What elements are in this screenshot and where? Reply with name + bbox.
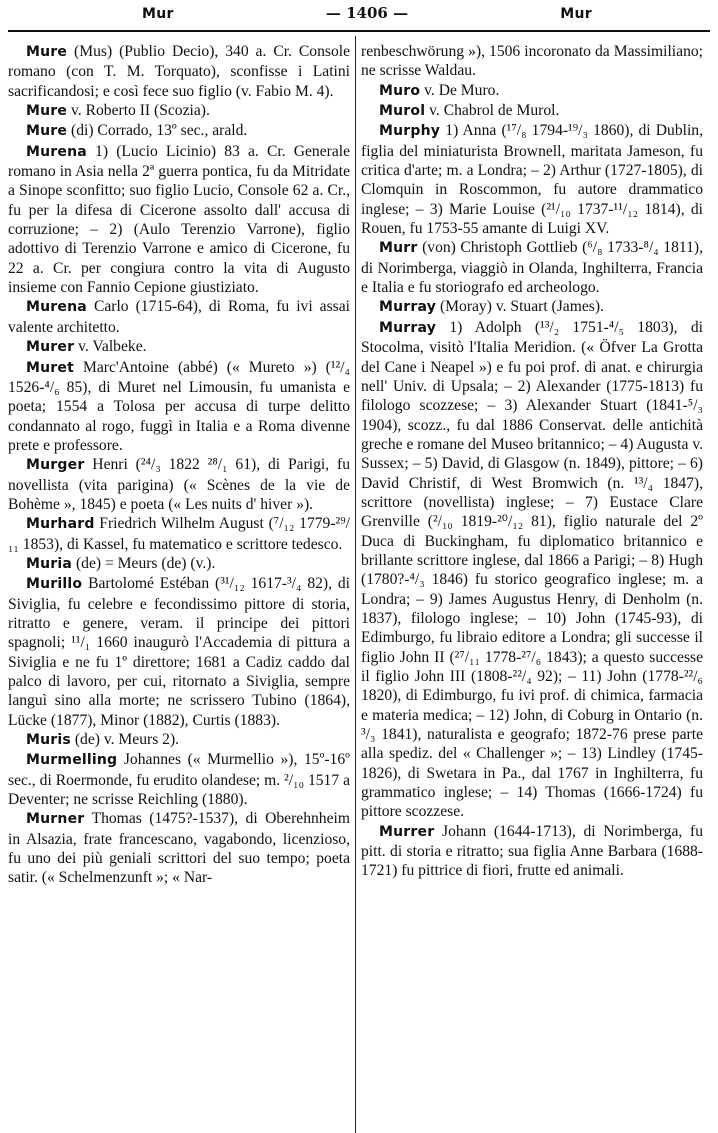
entry-headword: Murger (26, 457, 85, 474)
dictionary-entry (361, 42, 703, 81)
entry-headword: Mure (26, 123, 68, 140)
entry-headword: Murr (379, 240, 418, 257)
entry-headword: Murhard (26, 516, 95, 533)
right-column (356, 42, 703, 1133)
entry-text: (Moray) v. Stuart (James). (436, 298, 604, 316)
dictionary-entry (8, 297, 350, 337)
entry-headword: Muris (26, 732, 71, 749)
entry-headword: Murray (379, 319, 437, 336)
entry-headword: Muria (26, 555, 73, 572)
entry-headword: Mure (26, 44, 68, 60)
entry-text: (von) Christoph Gottlieb (⁶/₈ 1733-⁸/₄ 1811), di Norimberga, viaggiò in Olanda, Inghilterra, Francia e Italia e fu storiografo ed archeologo. (361, 239, 703, 297)
entry-headword: Murena (26, 299, 87, 316)
entry-text: (di) Corrado, 13º sec., arald. (67, 122, 248, 140)
dictionary-entry (8, 337, 350, 357)
entry-headword: Muret (26, 359, 74, 376)
entry-headword: Murphy (379, 123, 441, 140)
dictionary-entry (361, 81, 703, 101)
dictionary-entry (8, 42, 350, 101)
dictionary-entry (8, 809, 350, 887)
dictionary-entry (8, 358, 350, 456)
entry-headword: Murrer (379, 823, 435, 840)
dictionary-entry (361, 822, 703, 881)
entry-text: (Mus) (Publio Decio), 340 a. Cr. Console romano (con T. M. Torquato), sconfisse i Latini sacrificandosi; e così fece suo figlio (v. Fabio M. 4). (8, 43, 350, 100)
dictionary-entry (361, 318, 703, 822)
dictionary-entry (361, 101, 703, 121)
entry-headword: Murmelling (26, 752, 118, 769)
dictionary-entry (8, 730, 350, 750)
entry-headword: Murena (26, 143, 87, 160)
entry-text: (de) = Meurs (de) (v.). (72, 554, 216, 572)
two-column-body (8, 42, 710, 1133)
page-number: — 1406 — (325, 4, 409, 22)
entry-text: Johannes (« Murmellio »), 15º-16º sec., di Roermonde, fu erudito olandese; m. ²/₁₀ 1517 a Deventer; ne scrisse Reichling (1880). (8, 751, 350, 809)
dictionary-entry (8, 750, 350, 809)
entry-text: 1) (Lucio Licinio) 83 a. Cr. Generale romano in Asia nella 2ª guerra pontica, fu da Mitridate a Sinope sconfitto; suo figlio Lucio, Console 62 a. Cr., fu per la difesa di Cicerone assolto dall' accusa di corruzione; – 2) (Aulo Terenzio Varrone), figlio adottivo di Terenzio Varrone e amico di Cicerone, fu 22 a. Cr. per congiura contro la vita di Augusto insieme con Fannio Cepione giustiziato. (8, 142, 350, 297)
running-header (8, 4, 710, 30)
entry-headword: Murol (379, 103, 426, 120)
dictionary-entry (8, 455, 350, 514)
dictionary-entry (361, 238, 703, 297)
dictionary-entry (8, 574, 350, 730)
entry-text: Marc'Antoine (abbé) (« Mureto ») (¹²/₄ 1526-⁴/₆ 85), di Muret nel Limousin, fu umanista e poeta; 1554 a Tolosa per accusa di turpe delitto condannato al rogo, fuggì in Italia e a Roma divenne prete e professore. (8, 358, 350, 454)
entry-headword: Murer (26, 339, 75, 356)
left-column (8, 42, 355, 1133)
entry-text: Bartolomé Estéban (³¹/₁₂ 1617-³/₄ 82), di Siviglia, fu celebre e fecondissimo pittore di storia, ritratto e genere, veram. il principe dei pittori spagnoli; ¹¹/₁ 1660 inaugurò l'Accademia di pittura a Siviglia e ne fu 1º direttore; 1681 a Cadiz caddo dal palco di lavoro, per cui, ritornato a Siviglia, sempre languì sino alla morte; ne scrissero Tubino (1864), Lücke (1877), Minor (1882), Curtis (1883). (8, 575, 350, 729)
dictionary-entry (8, 514, 350, 554)
entry-text: 1) Adolph (¹³/₂ 1751-⁴/₅ 1803), di Stocolma, visitò l'Italia Meridion. (« Öfver La Grotta del Cane i Neapel ») e fu poi prof. di anat. e chirurgia nell' Univ. di Upsala; – 2) Alexander (1775-1813) fu filologo scozzese; – 3) Alexander Stuart (1841-⁵/₃ 1904), scozz., fu dal 1886 Conservat. delle antichità greche e romane del Museo britannico; – 4) Augusta v. Sussex; – 5) David, di Glasgow (n. 1849), pittore; – 6) David Christif, di West Bromwich (n. ¹³/₄ 1847), scrittore (novellista) inglese; – 7) Eustace Clare Grenville (²/₁₀ 1819-²⁰/₁₂ 81), figlio naturale del 2º Duca di Buckingham, fu diplomatico britannico e brillante scrittore inglese, dal 1866 a Parigi; – 8) Hugh (1780?-⁴/₃ 1846) fu storico geografico inglese; m. a Londra; – 9) James Augustus Henry, di Denholm (n. 1837), filologo inglese; – 10) John (1745-93), di Edimburgo, fu libraio editore a Londra; gli successe il figlio John II (²⁷/₁₁ 1778-²⁷/₆ 1843); a questo successe il figlio John III (1808-²²/₄ 92); – 11) John (1778-²²/₆ 1820), di Edimburgo, fu ivi prof. di chimica, farmacia e materia medica; – 12) John, di Coburg in Ontario (n. ³/₃ 1841), naturalista e geografo; 1872-76 prese parte alla spediz. del « Challenger »; – 13) Lindley (1745-1826), di Swetara in Pa., dal 1767 in Inghilterra, fu grammatico inglese; – 14) Thomas (1666-1724) fu pittore scozzese. (361, 318, 703, 821)
entry-text: Johann (1644-1713), di Norimberga, fu pitt. di storia e ritratto; sua figlia Anne Barbara (1688-1721) fu pittrice di fiori, frutte ed animali. (361, 822, 703, 880)
dictionary-entry (8, 554, 350, 574)
entry-text: v. Valbeke. (74, 338, 147, 356)
dictionary-entry (361, 297, 703, 317)
entry-text: Henri (²⁴/₃ 1822 ²⁸/₁ 61), di Parigi, fu novellista (vita parigina) (« Scènes de la vie de Bohème », 1845) e poeta (« Les nuits d' hiver »). (8, 456, 350, 513)
entry-text: (de) v. Meurs 2). (70, 731, 180, 749)
dictionary-entry (8, 121, 350, 141)
header-right-guide-word: Mur (560, 6, 592, 22)
entry-text: v. Chabrol de Murol. (425, 102, 560, 120)
entry-text: v. De Muro. (420, 81, 500, 99)
entry-text: Thomas (1475?-1537), di Oberehnheim in Alsazia, frate francescano, vagabondo, licenzioso, fu uno dei più geniali scrittori del suo tempo; poeta satir. (« Schelmenzunft »; « Nar- (8, 810, 350, 887)
entry-text: Friedrich Wilhelm August (⁷/₁₂ 1779-²⁹/₁₁ 1853), di Kassel, fu matematico e scrittore tedesco. (8, 515, 350, 553)
entry-text: Carlo (1715-64), di Roma, fu ivi assai valente architetto. (8, 298, 350, 336)
dictionary-entry (8, 101, 350, 121)
entry-headword: Muro (379, 82, 421, 99)
header-rule (8, 30, 710, 32)
entry-headword: Murray (379, 299, 437, 316)
entry-text: renbeschwörung »), 1506 incoronato da Massimiliano; ne scrisse Waldau. (361, 43, 703, 80)
entry-headword: Murillo (26, 576, 83, 593)
dictionary-entry (8, 142, 350, 298)
entry-text: 1) Anna (¹⁷/₈ 1794-¹⁹/₃ 1860), di Dublin, figlia del miniaturista Brownell, maritata Jameson, fu critica d'arte; m. a Londra; – 2) Arthur (1727-1805), di Clomquin in Roscommon, fu autore drammatico inglese; – 3) Marie Louise (²¹/₁₀ 1737-¹¹/₁₂ 1814), di Rouen, fu 1753-55 amante di Luigi XV. (361, 122, 703, 238)
dictionary-entry (361, 121, 703, 238)
entry-headword: Murner (26, 811, 85, 828)
header-left-guide-word: Mur (142, 6, 174, 22)
entry-headword: Mure (26, 103, 68, 120)
entry-text: v. Roberto II (Scozia). (67, 102, 210, 120)
